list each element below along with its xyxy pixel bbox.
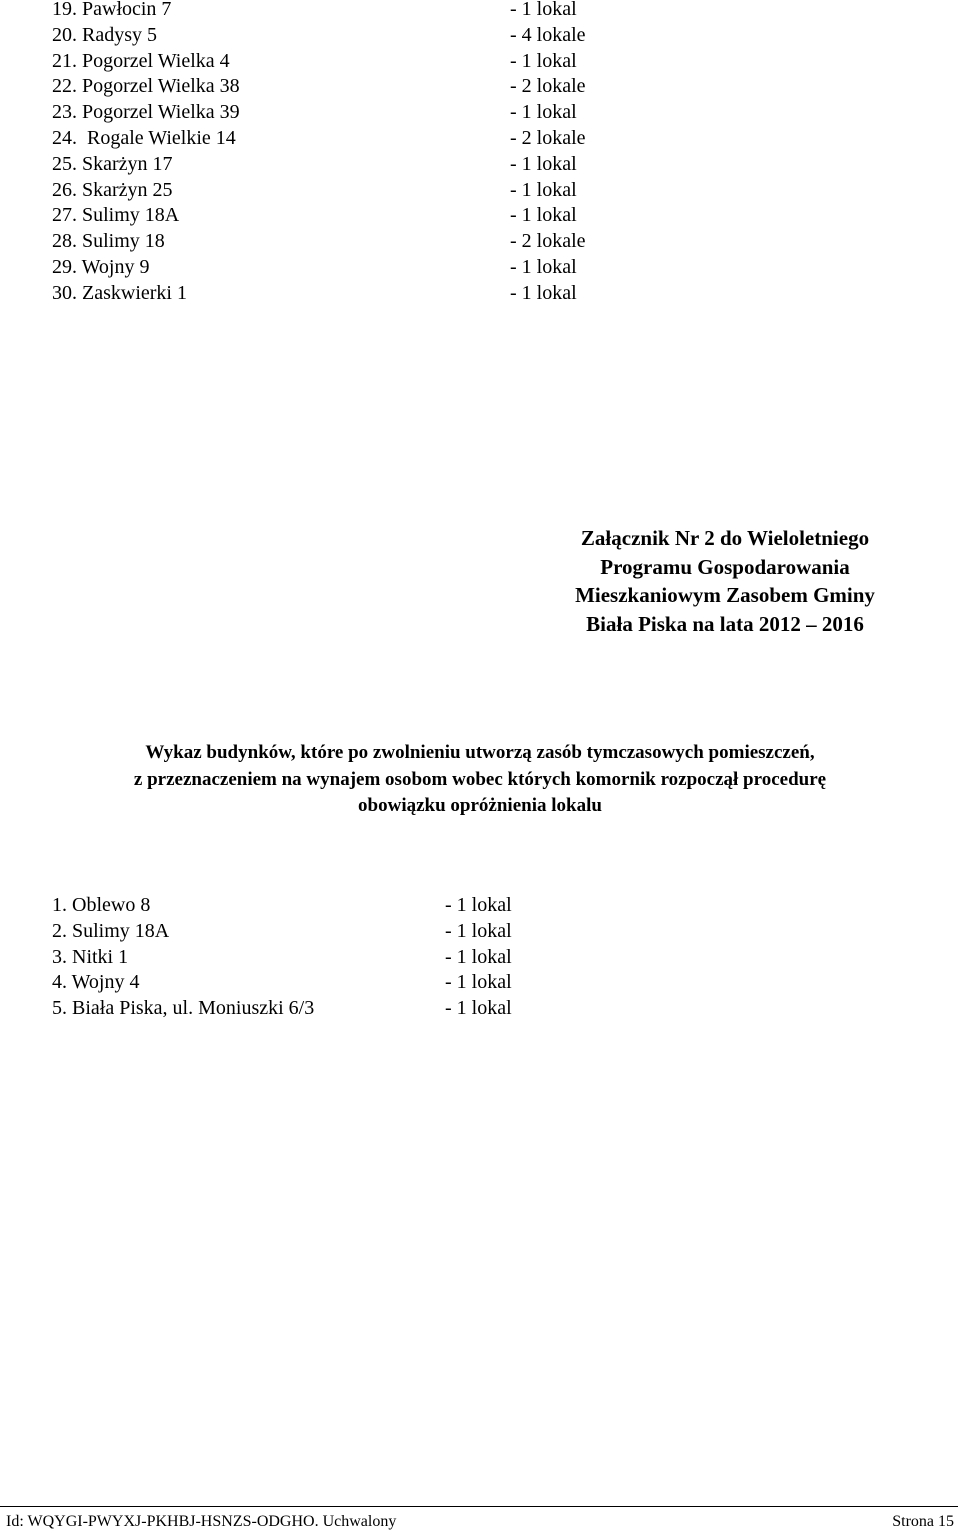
list-item	[52, 23, 652, 49]
list-item-count: - 1 lokal	[510, 49, 577, 72]
annex-heading-line: Biała Piska na lata 2012 – 2016	[586, 611, 864, 636]
building-list-continued	[52, 0, 652, 307]
list-item-count: - 1 lokal	[510, 152, 577, 175]
list-item-address: 30. Zaskwierki 1	[52, 281, 187, 304]
list-item-count: - 1 lokal	[445, 997, 512, 1020]
section-title-line: Wykaz budynków, które po zwolnieniu utworzą zasób tymczasowych pomieszczeń,	[145, 742, 815, 763]
list-item-address: 5. Biała Piska, ul. Moniuszki 6/3	[52, 997, 315, 1020]
list-item-address: 21. Pogorzel Wielka 4	[52, 49, 230, 72]
annex-heading	[530, 524, 920, 638]
list-item-count: - 2 lokale	[510, 126, 586, 149]
list-item-count: - 2 lokale	[510, 75, 586, 98]
list-item	[52, 996, 652, 1022]
section-title-line: obowiązku opróżnienia lokalu	[358, 795, 602, 816]
list-item-count: - 1 lokal	[510, 101, 577, 124]
list-item	[52, 970, 652, 996]
list-item-count: - 4 lokale	[510, 23, 586, 46]
list-item-address: 23. Pogorzel Wielka 39	[52, 101, 240, 124]
list-item	[52, 229, 652, 255]
list-item-address: 28. Sulimy 18	[52, 230, 165, 253]
list-item-count: - 1 lokal	[510, 281, 577, 304]
list-item-address: 4. Wojny 4	[52, 971, 140, 994]
list-item-count: - 1 lokal	[510, 0, 577, 20]
annex-heading-line: Mieszkaniowym Zasobem Gminy	[575, 583, 875, 607]
list-item-count: - 1 lokal	[445, 945, 512, 968]
list-item-address: 20. Radysy 5	[52, 23, 157, 46]
list-item	[52, 74, 652, 100]
list-item-count: - 1 lokal	[510, 204, 577, 227]
list-item-address: 3. Nitki 1	[52, 945, 129, 968]
list-item	[52, 281, 652, 307]
list-item	[52, 178, 652, 204]
list-item-address: 25. Skarżyn 17	[52, 152, 173, 175]
list-item	[52, 255, 652, 281]
annex-heading-line: Programu Gospodarowania	[600, 554, 850, 579]
list-item	[52, 49, 652, 75]
list-item-address: 22. Pogorzel Wielka 38	[52, 75, 240, 98]
section-title	[30, 740, 930, 820]
list-item-count: - 1 lokal	[445, 894, 512, 916]
list-item-address: 2. Sulimy 18A	[52, 919, 170, 942]
list-item	[52, 0, 652, 23]
list-item-count: - 1 lokal	[510, 255, 577, 278]
list-item-address: 24. Rogale Wielkie 14	[52, 126, 236, 149]
list-item-count: - 1 lokal	[510, 178, 577, 201]
page-footer	[6, 1512, 954, 1532]
temporary-premises-list	[52, 893, 652, 1022]
page-number: Strona 15	[892, 1513, 954, 1530]
list-item	[52, 203, 652, 229]
footer-divider	[0, 1506, 958, 1507]
list-item-count: - 2 lokale	[510, 230, 586, 253]
list-item	[52, 893, 652, 919]
list-item	[52, 945, 652, 971]
list-item-count: - 1 lokal	[445, 919, 512, 942]
list-item	[52, 919, 652, 945]
annex-heading-line: Załącznik Nr 2 do Wieloletniego	[580, 526, 870, 550]
list-item-address: 27. Sulimy 18A	[52, 204, 180, 227]
list-item-count: - 1 lokal	[445, 971, 512, 994]
list-item	[52, 100, 652, 126]
section-title-line: z przeznaczeniem na wynajem osobom wobec których komornik rozpoczął procedurę	[133, 768, 827, 790]
list-item-address: 19. Pawłocin 7	[52, 0, 172, 20]
list-item-address: 29. Wojny 9	[52, 255, 150, 278]
list-item	[52, 152, 652, 178]
list-item	[52, 126, 652, 152]
list-item-address: 26. Skarżyn 25	[52, 178, 173, 201]
list-item-address: 1. Oblewo 8	[52, 894, 151, 916]
document-id: Id: WQYGI-PWYXJ-PKHBJ-HSNZS-ODGHO. Uchwalony	[6, 1513, 397, 1530]
